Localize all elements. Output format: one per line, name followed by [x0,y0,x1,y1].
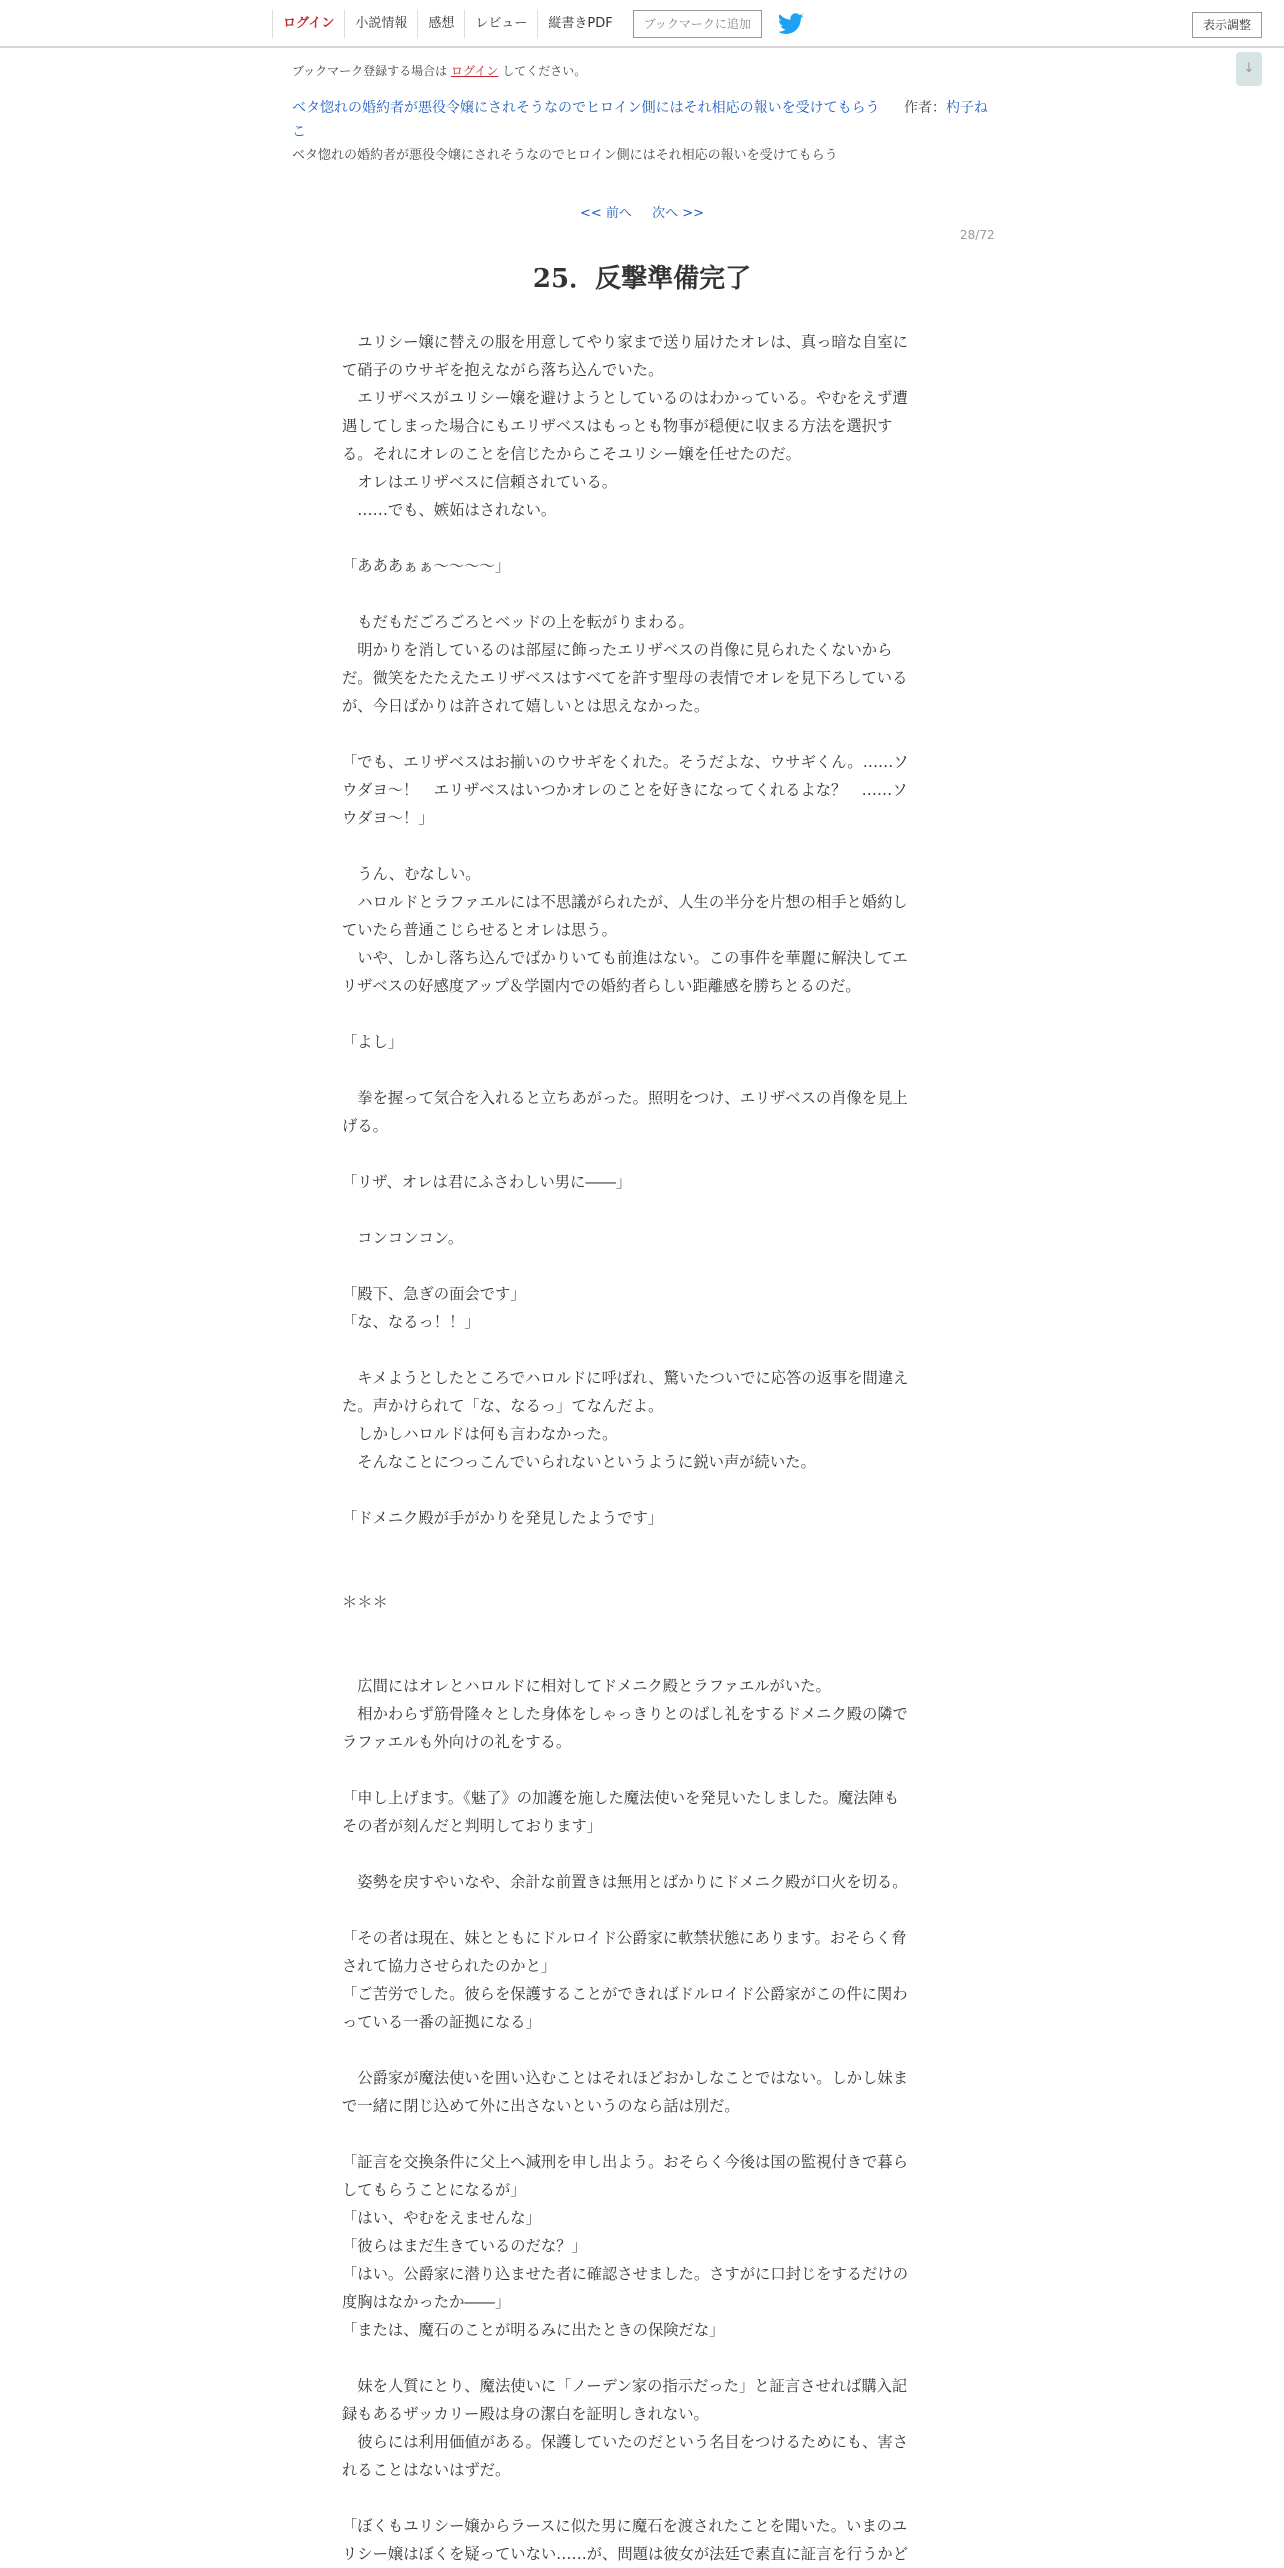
login-link[interactable]: ログイン [272,10,344,38]
prev-chapter-link[interactable]: << 前へ [580,206,632,221]
body-line [342,1056,940,1084]
body-line [342,1644,940,1672]
novel-info-link[interactable]: 小説情報 [344,10,417,38]
body-line: 「な、なるっ！！」 [342,1313,480,1331]
body-line: 「ご苦労でした。彼らを保護することができればドルロイド公爵家がこの件に関わ [342,1985,908,2003]
chapter-pager [0,202,1284,221]
body-line [342,1756,940,1784]
body-line: ハロルドとラファエルには不思議がられたが、人生の半分を片想の相手と婚約し [342,893,908,911]
body-line: げる。 [342,1117,388,1135]
body-line: ＊＊＊ [342,1593,388,1611]
body-line: しかしハロルドは何も言わなかった。 [342,1425,618,1443]
body-line: してもらうことになるが」 [342,2181,526,2199]
chapter-body [342,328,940,2568]
body-line [342,1336,940,1364]
add-bookmark-button[interactable]: ブックマークに追加 [633,10,762,38]
body-line [342,1616,940,1644]
series-header [292,96,992,144]
body-line [342,1560,940,1588]
body-line: 姿勢を戻すやいなや、余計な前置きは無用とばかりにドメニク殿が口火を切る。 [342,1873,908,1891]
novel-title: ベタ惚れの婚約者が悪役令嬢にされそうなのでヒロイン側にはそれ相応の報いを受けてもらう [292,148,838,163]
review-link[interactable]: レビュー [464,10,537,38]
body-line: ウダヨ～！」 [342,809,434,827]
body-line [342,580,940,608]
top-navigation-bar [0,0,1284,48]
body-line [342,1000,940,1028]
body-line: 度胸はなかったか――」 [342,2293,511,2311]
body-line [342,1532,940,1560]
body-line [342,1476,940,1504]
body-line [342,1840,940,1868]
body-line: リシー嬢はぼくを疑っていない……が、問題は彼女が法廷で素直に証言を行うかど [342,2545,908,2563]
body-line [342,1252,940,1280]
body-line: 「はい。公爵家に潜り込ませた者に確認させました。さすがに口封じをするだけの [342,2265,908,2283]
body-line: で一緒に閉じ込めて外に出さないというのなら話は別だ。 [342,2097,740,2115]
bookmark-login-notice [292,62,586,79]
body-line [342,2120,940,2148]
body-line: 「彼らはまだ生きているのだな？」 [342,2237,587,2255]
body-line: 広間にはオレとハロルドに相対してドメニク殿とラファエルがいた。 [342,1677,831,1695]
body-line: もだもだごろごろとベッドの上を転がりまわる。 [342,613,694,631]
scroll-down-button[interactable]: ↓ [1236,52,1262,86]
vertical-pdf-link[interactable]: 縦書きPDF [537,10,622,38]
body-line: だ。微笑をたたえたエリザベスはすべてを許す聖母の表情でオレを見下ろしている [342,669,908,687]
body-line: 明かりを消しているのは部屋に飾ったエリザベスの肖像に見られたくないから [342,641,893,659]
body-line: て硝子のウサギを抱えながら落ち込んでいた。 [342,361,664,379]
body-line: 「ドメニク殿が手がかりを発見したようです」 [342,1509,664,1527]
next-chapter-link[interactable]: 次へ >> [652,206,704,221]
body-line: 公爵家が魔法使いを囲い込むことはそれほどおかしなことではない。しかし妹ま [342,2069,908,2087]
header-menu [272,10,804,38]
body-line: 「よし」 [342,1033,404,1051]
body-line: 「または、魔石のことが明るみに出たときの保険だな」 [342,2321,725,2339]
body-line [342,832,940,860]
body-line: 「あああぁぁ～～～～」 [342,557,511,575]
body-line: オレはエリザベスに信頼されている。 [342,473,618,491]
body-line [342,1140,940,1168]
body-line: ラファエルも外向けの礼をする。 [342,1733,572,1751]
body-line: 相かわらず筋骨隆々とした身体をしゃっきりとのばし礼をするドメニク殿の隣で [342,1705,908,1723]
author-link[interactable]: 杓子ねこ [292,100,989,140]
body-line: 「殿下、急ぎの面会です」 [342,1285,526,1303]
body-line: 遇してしまった場合にもエリザベスはもっとも物事が穏便に収まる方法を選択す [342,417,893,435]
body-line: 「でも、エリザベスはお揃いのウサギをくれた。そうだよな、ウサギくん。……ソ [342,753,909,771]
body-line: っている一番の証拠になる」 [342,2013,541,2031]
body-line [342,2344,940,2372]
body-line: 「リザ、オレは君にふさわしい男に――」 [342,1173,632,1191]
display-settings-button[interactable]: 表示調整 [1192,12,1262,38]
author-label: 作者： [904,100,947,116]
body-line [342,2484,940,2512]
body-line: 「申し上げます。《魅了》の加護を施した魔法使いを発見いたしました。魔法陣も [342,1789,900,1807]
body-line [342,720,940,748]
body-line: いや、しかし落ち込んでばかりいても前進はない。この事件を華麗に解決してエ [342,949,908,967]
body-line: た。声かけられて「な、なるっ」てなんだよ。 [342,1397,664,1415]
body-line: キメようとしたところでハロルドに呼ばれ、驚いたついでに応答の返事を間違え [342,1369,909,1387]
body-line: 「証言を交換条件に父上へ減刑を申し出よう。おそらく今後は国の監視付きで暮ら [342,2153,908,2171]
notice-login-link[interactable]: ログイン [451,64,499,78]
notice-suffix: してください。 [502,64,587,78]
body-line: リザベスの好感度アップ＆学園内での婚約者らしい距離感を勝ちとるのだ。 [342,977,861,995]
body-line: が、今日ばかりは許されて嬉しいとは思えなかった。 [342,697,710,715]
body-line [342,2036,940,2064]
body-line: 拳を握って気合を入れると立ちあがった。照明をつけ、エリザベスの肖像を見上 [342,1089,908,1107]
chapter-count: 28/72 [960,228,995,242]
body-line: そんなことにつっこんでいられないというように鋭い声が続いた。 [342,1453,816,1471]
body-line: その者が刻んだと判明しております」 [342,1817,603,1835]
body-line: れることはないはずだ。 [342,2461,511,2479]
body-line: 「ぼくもユリシー嬢からラースに似た男に魔石を渡されたことを聞いた。いまのユ [342,2517,908,2535]
twitter-icon[interactable] [778,13,804,35]
body-line [342,1196,940,1224]
body-line: 「はい、やむをえませんな」 [342,2209,541,2227]
body-line: ユリシー嬢に替えの服を用意してやり家まで送り届けたオレは、真っ暗な自室に [342,333,908,351]
body-line: 彼らには利用価値がある。保護していたのだという名目をつけるためにも、害さ [342,2433,908,2451]
notice-prefix: ブックマーク登録する場合は [292,64,448,78]
body-line: うん、むなしい。 [342,865,481,883]
body-line: 妹を人質にとり、魔法使いに「ノーデン家の指示だった」と証言させれば購入記 [342,2377,908,2395]
body-line: 録もあるザッカリー殿は身の潔白を証明しきれない。 [342,2405,709,2423]
body-line: ていたら普通こじらせるとオレは思う。 [342,921,617,939]
body-line: されて協力させられたのかと」 [342,1957,557,1975]
body-line: る。それにオレのことを信じたからこそユリシー嬢を任せたのだ。 [342,445,801,463]
chapter-title: 25．反撃準備完了 [532,264,752,294]
impressions-link[interactable]: 感想 [417,10,464,38]
body-line: ……でも、嫉妬はされない。 [342,501,557,519]
body-line: エリザベスがユリシー嬢を避けようとしているのはわかっている。やむをえず遭 [342,389,908,407]
body-line: コンコンコン。 [342,1229,464,1247]
series-title-link[interactable]: ベタ惚れの婚約者が悪役令嬢にされそうなのでヒロイン側にはそれ相応の報いを受けてもらう [292,100,880,116]
body-line: ウダヨ～！ エリザベスはいつかオレのことを好きになってくれるよな？ ……ソ [342,781,908,799]
body-line [342,1896,940,1924]
body-line [342,524,940,552]
body-line: 「その者は現在、妹とともにドルロイド公爵家に軟禁状態にあります。おそらく脅 [342,1929,907,1947]
